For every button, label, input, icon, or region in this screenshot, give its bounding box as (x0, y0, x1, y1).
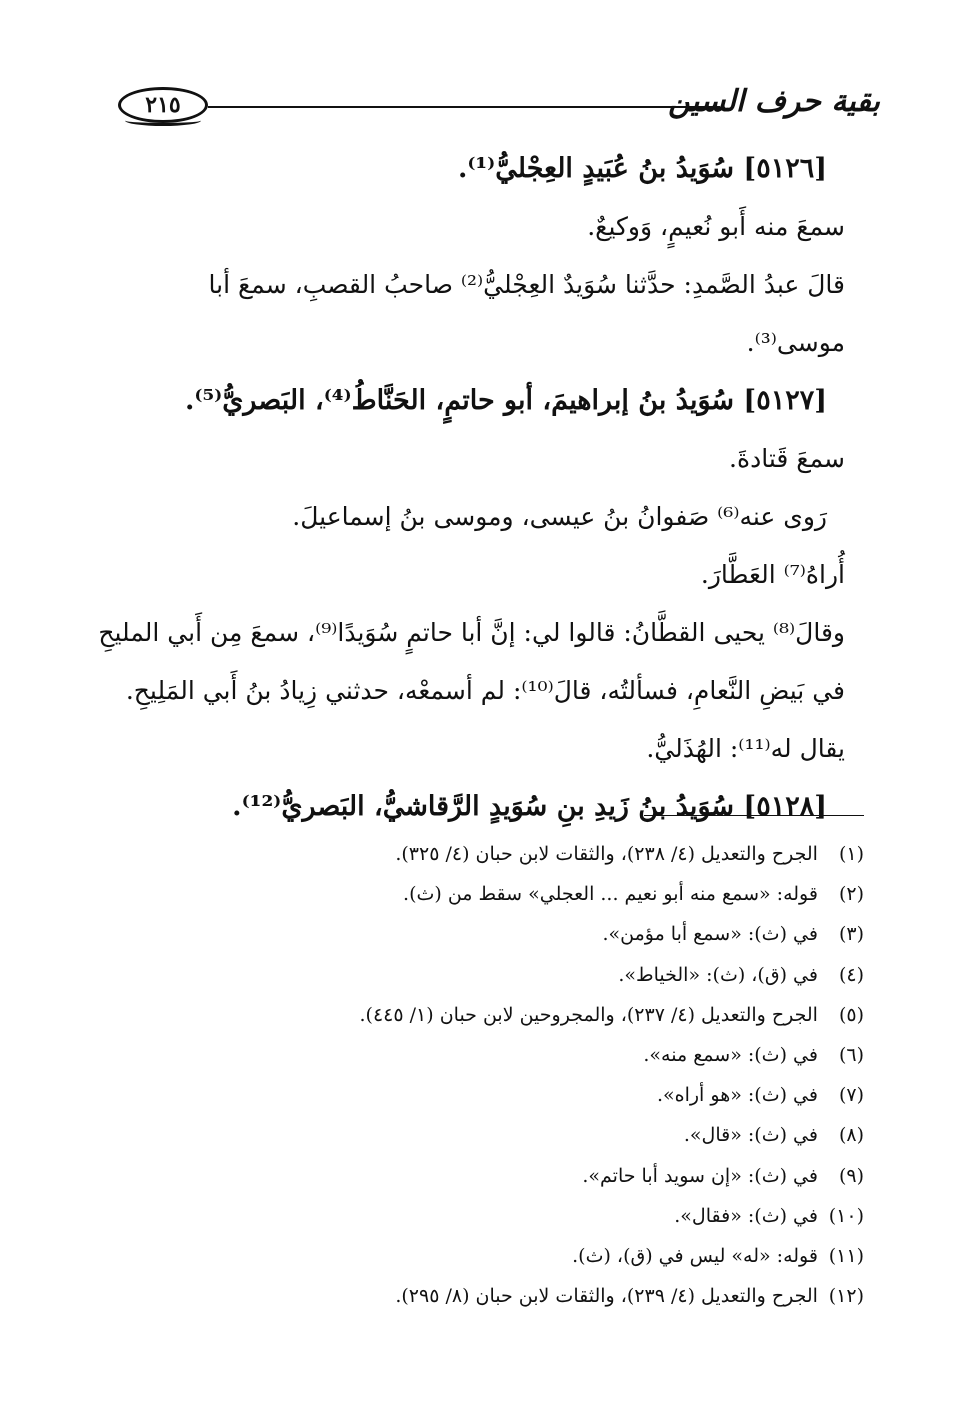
header-rule (208, 106, 720, 108)
text-line: قالَ عبدُ الصَّمدِ: حدَّثنا سُوَيدٌ العِجْليُّ⁽²⁾ صاحبُ القصبِ، سمعَ أبا (208, 270, 845, 299)
footnote (164, 1156, 864, 1196)
footnote (164, 1075, 864, 1115)
footnote-separator (644, 815, 864, 816)
footnote (164, 834, 864, 874)
footnote-number: (٨) (838, 1124, 864, 1147)
footnotes (164, 834, 864, 1316)
footnote-text: قوله: «له» ليس في (ق)، (ث). (572, 1244, 818, 1267)
footnote-text: الجرح والتعديل (٤/ ٢٣٧)، والمجروحين لابن حبان (١/ ٤٤٥). (359, 1003, 818, 1026)
footnote-number: (٥) (838, 1003, 864, 1026)
footnote (164, 1035, 864, 1075)
entry-heading-5127: [٥١٢٧] سُوَيدُ بنُ إبراهيمَ، أبو حاتمٍ، الحَنَّاطُ⁽⁴⁾، البَصريُّ⁽⁵⁾. (184, 385, 827, 416)
footnote-text: في (ث): «إن سويد أبا حاتم». (582, 1164, 818, 1187)
footnote (164, 955, 864, 995)
footnote-text: الجرح والتعديل (٤/ ٢٣٨)، والثقات لابن حبان (٤/ ٣٢٥). (395, 843, 818, 865)
entry-heading-5128: [٥١٢٨] سُوَيدُ بنُ زَيدِ بنِ سُوَيدٍ الرَّقاشيُّ، البَصريُّ⁽¹²⁾. (232, 791, 827, 822)
footnote-number: (١١) (828, 1244, 864, 1267)
text-line: في بَيضِ النَّعامِ، فسألتُه، قالَ⁽¹⁰⁾: لم أسمعْه، حدثني زِيادُ بنُ أَبي المَلِيحِ. (125, 676, 845, 705)
footnote (164, 995, 864, 1035)
text-line: رَوى عنه⁽⁶⁾ صَفوانُ بنُ عيسى، وموسى بنُ إسماعيلَ. (292, 502, 827, 531)
footnote (164, 1115, 864, 1155)
page-header (118, 82, 880, 132)
text-line: وقالَ⁽⁸⁾ يحيى القطَّانُ: قالوا لي: إنَّ أبا حاتمٍ سُوَيدًا⁽⁹⁾، سمعَ مِن أَبي المليحِ (98, 618, 845, 647)
footnote-text: في (ث): «هو أراه». (656, 1084, 818, 1107)
footnote (164, 914, 864, 954)
footnote-number: (٢) (838, 883, 864, 906)
footnote-number: (٦) (838, 1043, 864, 1066)
footnote (164, 1276, 864, 1316)
text-line: موسى⁽³⁾. (746, 328, 845, 357)
footnote (164, 1236, 864, 1276)
footnote-text: الجرح والتعديل (٤/ ٢٣٩)، والثقات لابن حبان (٨/ ٢٩٥). (395, 1285, 818, 1308)
footnote-text: في (ث): «سمع أبا مؤمن». (602, 923, 818, 946)
footnote-text: في (ث): «سمع منه». (643, 1043, 818, 1066)
footnote (164, 1196, 864, 1236)
footnote-number: (٩) (838, 1164, 864, 1187)
text-line: سمعَ منه أَبو نُعيمٍ، وَوكيعٌ. (587, 212, 845, 241)
footnote (164, 874, 864, 914)
footnote-text: قوله: «سمع منه أبو نعيم ... العجلي» سقط من (ث). (403, 883, 818, 906)
entry-heading-5126: [٥١٢٦] سُوَيدُ بنُ عُبَيدٍ العِجْليُّ⁽¹⁾. (457, 153, 827, 184)
footnote-number: (١٠) (828, 1204, 864, 1227)
text-line: سمعَ قَتادةَ. (729, 444, 845, 473)
running-title: بقية حرف السين (668, 84, 880, 119)
footnote-number: (١٢) (828, 1285, 864, 1308)
main-text (98, 140, 845, 836)
footnote-number: (٤) (838, 963, 864, 986)
text-line: أُراهُ⁽⁷⁾ العَطَّارَ. (700, 560, 845, 589)
text-line: يقال له⁽¹¹⁾: الهُذَليُّ. (646, 734, 845, 763)
footnote-text: في (ث): «فقال». (674, 1204, 818, 1227)
footnote-number: (٣) (838, 923, 864, 946)
footnote-text: في (ق)، (ث): «الخياط». (618, 963, 818, 986)
footnote-number: (١) (838, 843, 864, 865)
page-number-badge: ٢١٥ (118, 87, 208, 123)
footnote-text: في (ث): «قال». (683, 1124, 818, 1147)
footnote-number: (٧) (838, 1084, 864, 1107)
